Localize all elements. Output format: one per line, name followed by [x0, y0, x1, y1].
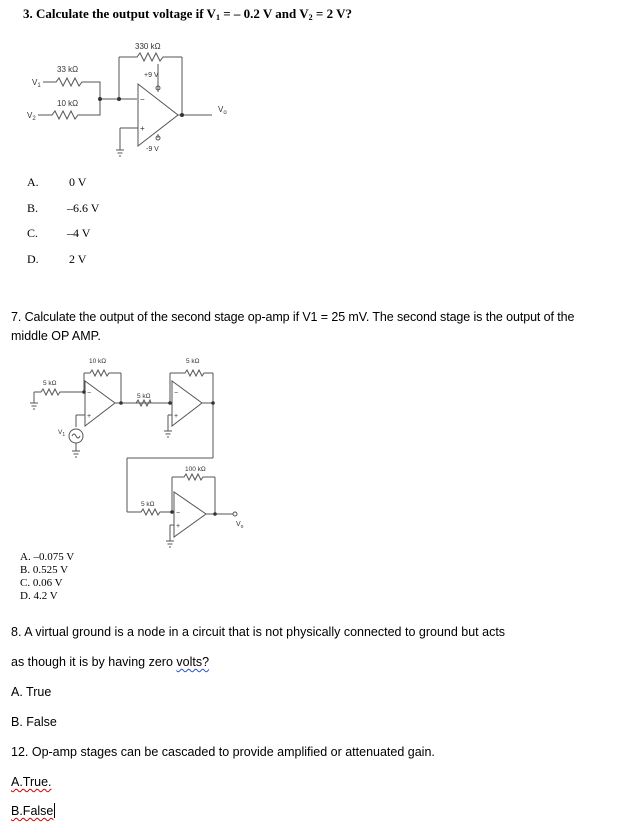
q7-question-line2: middle OP AMP. — [11, 329, 101, 343]
q7-r-in2-label: 5 kΩ — [137, 393, 151, 400]
q7-r-f3-resistor — [172, 474, 215, 480]
q8-question-line1: 8. A virtual ground is a node in a circuit that is not physically connected to ground but acts — [11, 625, 506, 639]
q8-option-b: B. False — [11, 715, 57, 729]
q7-r-f3-label: 100 kΩ — [185, 466, 206, 473]
q8-option-a: A. True — [11, 685, 52, 699]
q3-plus-sign: + — [140, 124, 145, 133]
q3-option-value: –4 V — [67, 226, 91, 240]
q3-vplus-label: +9 V — [144, 72, 159, 79]
text-cursor — [54, 803, 55, 818]
q7-r-in1-label: 5 kΩ — [43, 380, 57, 387]
q7-ground-icon — [164, 431, 172, 437]
q12-option-b[interactable]: B.False — [11, 804, 54, 818]
q3-ground-icon — [116, 150, 124, 156]
q7-minus-sign: − — [176, 510, 181, 517]
q7-circuit-diagram — [0, 345, 626, 555]
q7-plus-sign: + — [174, 413, 179, 420]
q3-r2-label: 10 kΩ — [57, 99, 79, 108]
q7-junction-dot — [213, 512, 217, 516]
q7-vout-label: $V_o$ — [236, 521, 244, 530]
q3-v2-label: $V_2$ — [27, 111, 36, 122]
q3-option-letter: B. — [27, 201, 39, 215]
q7-junction-dot — [119, 401, 123, 405]
q7-r-f2-label: 5 kΩ — [186, 358, 200, 365]
q7-source-label: $V_1$ — [58, 429, 66, 438]
q3-circuit-diagram — [0, 0, 626, 170]
q7-ground-icon — [72, 451, 80, 457]
q8-question-line2: as though it is by having zero volts? — [11, 655, 210, 669]
q3-junction-dot — [180, 113, 184, 117]
q7-ground-icon — [30, 403, 38, 409]
q3-option-letter: C. — [27, 226, 39, 240]
q3-v1-label: $V_1$ — [32, 78, 41, 89]
q7-minus-sign: − — [174, 390, 179, 397]
q3-vout-label: $V_o$ — [218, 105, 227, 116]
q7-r-in3-resistor — [127, 509, 172, 515]
q3-option-value: 2 V — [69, 252, 87, 266]
q3-minus-sign: − — [140, 95, 145, 104]
q3-junction-dot — [98, 97, 102, 101]
q7-junction-dot — [211, 401, 215, 405]
q7-question-line1: 7. Calculate the output of the second stage op-amp if V1 = 25 mV. The second stage is the output of the — [11, 310, 575, 324]
q3-rf-resistor — [119, 53, 182, 61]
q3-option-value: –6.6 V — [67, 201, 100, 215]
q7-minus-sign: − — [87, 390, 92, 397]
q7-r-f2-resistor — [170, 370, 213, 376]
q7-ground-icon — [166, 541, 174, 547]
q3-option-letter: D. — [27, 252, 39, 266]
q8-grammar-flag: volts? — [176, 655, 210, 669]
q7-r-in3-label: 5 kΩ — [141, 501, 155, 508]
q7-option: B. 0.525 V — [20, 564, 69, 576]
q7-r-f1-resistor — [84, 370, 121, 376]
q7-option: C. 0.06 V — [20, 577, 63, 589]
q12-option-a: A.True. — [11, 775, 52, 789]
q3-title: 3. Calculate the output voltage if $V_1$ = – 0.2 V and $V_2 = 2$ V? — [23, 6, 352, 22]
q7-r-f1-label: 10 kΩ — [89, 358, 107, 365]
q7-plus-sign: + — [87, 413, 92, 420]
q3-option-value: 0 V — [69, 175, 87, 189]
q3-r1-resistor — [43, 78, 100, 99]
q3-rf-label: 330 kΩ — [135, 42, 161, 51]
q7-junction-dot — [170, 510, 174, 514]
q12-question: 12. Op-amp stages can be cascaded to provide amplified or attenuated gain. — [11, 745, 435, 759]
q7-r-in1-resistor — [34, 389, 84, 395]
q3-vminus-label: -9 V — [146, 146, 159, 153]
q7-plus-sign: + — [176, 523, 181, 530]
q7-option: D. 4.2 V — [20, 590, 58, 602]
q3-r1-label: 33 kΩ — [57, 65, 79, 74]
q7-option: A. –0.075 V — [20, 551, 75, 563]
q3-junction-dot — [117, 97, 121, 101]
q7-junction-dot — [82, 390, 86, 394]
q3-option-letter: A. — [27, 175, 39, 189]
q7-junction-dot — [168, 401, 172, 405]
